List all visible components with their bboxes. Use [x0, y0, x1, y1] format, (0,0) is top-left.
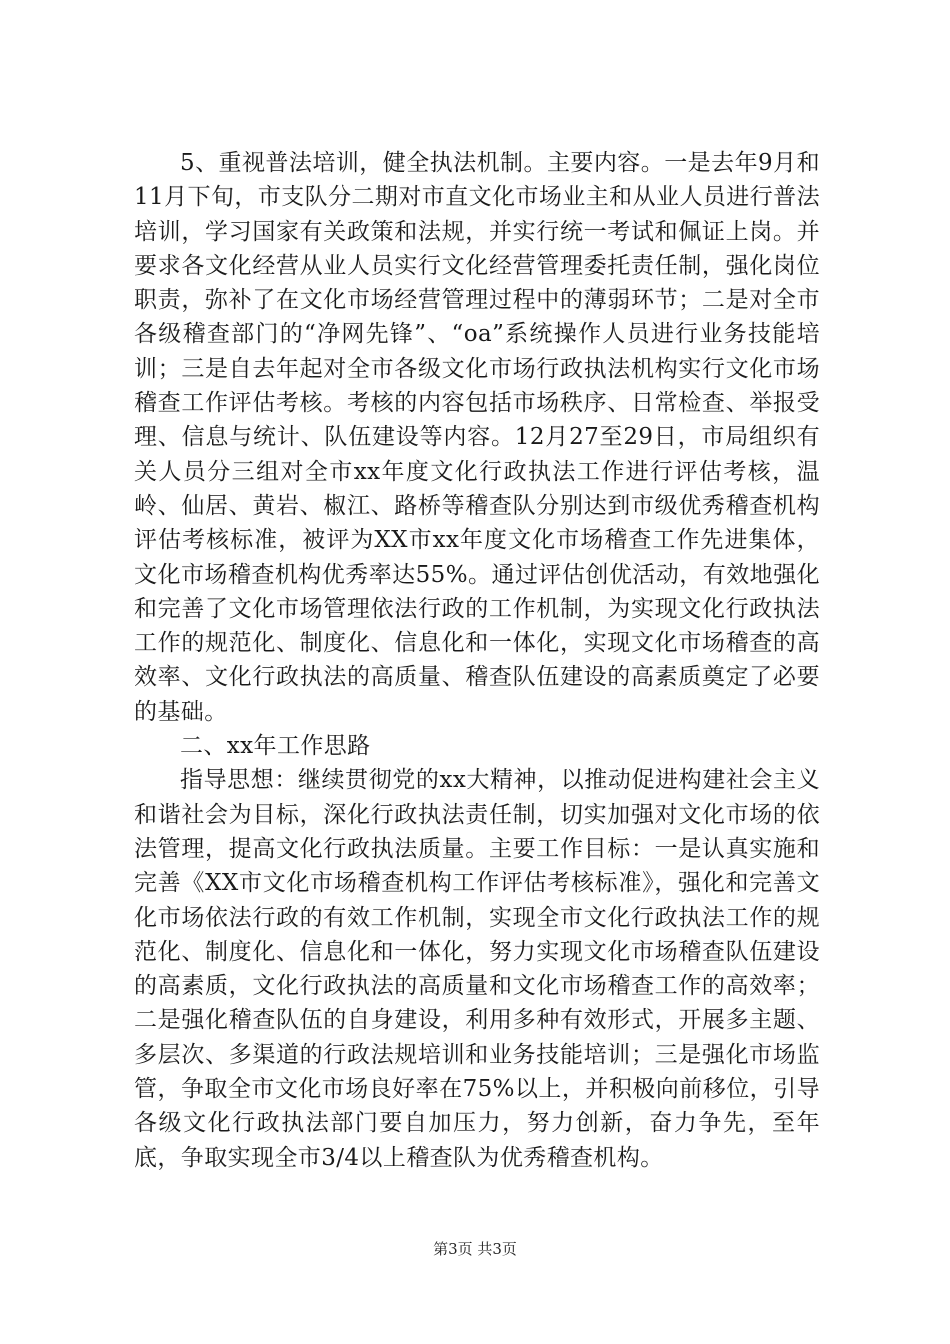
- paragraph-training: 5、重视普法培训，健全执法机制。主要内容。一是去年9月和11月下旬，市支队分二期对市直文化市场业主和从业人员进行普法培训，学习国家有关政策和法规，并实行统一考试和佩证上岗。并要求各文化经营从业人员实行文化经营管理委托责任制，强化岗位职责，弥补了在文化市场经营管理过程中的薄弱环节；二是对全市各级稽查部门的“净网先锋”、“oa”系统操作人员进行业务技能培训；三是自去年起对全市各级文化市场行政执法机构实行文化市场稽查工作评估考核。考核的内容包括市场秩序、日常检查、举报受理、信息与统计、队伍建设等内容。12月27至29日，市局组织有关人员分三组对全市xx年度文化行政执法工作进行评估考核，温岭、仙居、黄岩、椒江、路桥等稽查队分别达到市级优秀稽查机构评估考核标准，被评为XX市xx年度文化市场稽查工作先进集体，文化市场稽查机构优秀率达55%。通过评估创优活动，有效地强化和完善了文化市场管理依法行政的工作机制，为实现文化行政执法工作的规范化、制度化、信息化和一体化，实现文化市场稽查的高效率、文化行政执法的高质量、稽查队伍建设的高素质奠定了必要的基础。: [134, 150, 820, 725]
- page-footer: 第3页 共3页: [433, 1240, 517, 1258]
- section-heading-work-plan: 二、xx年工作思路: [180, 733, 371, 760]
- paragraph-guiding-thought: 指导思想：继续贯彻党的xx大精神，以推动促进构建社会主义和谐社会为目标，深化行政执法责任制，切实加强对文化市场的依法管理，提高文化行政执法质量。主要工作目标：一是认真实施和完善《XX市文化市场稽查机构工作评估考核标准》，强化和完善文化市场依法行政的有效工作机制，实现全市文化行政执法工作的规范化、制度化、信息化和一体化，努力实现文化市场稽查队伍建设的高素质，文化行政执法的高质量和文化市场稽查工作的高效率；二是强化稽查队伍的自身建设，利用多种有效形式，开展多主题、多层次、多渠道的行政法规培训和业务技能培训；三是强化市场监管，争取全市文化市场良好率在75%以上，并积极向前移位，引导各级文化行政执法部门要自加压力，努力创新，奋力争先，至年底，争取实现全市3/4以上稽查队为优秀稽查机构。: [134, 767, 820, 1171]
- document-body: [134, 146, 820, 1175]
